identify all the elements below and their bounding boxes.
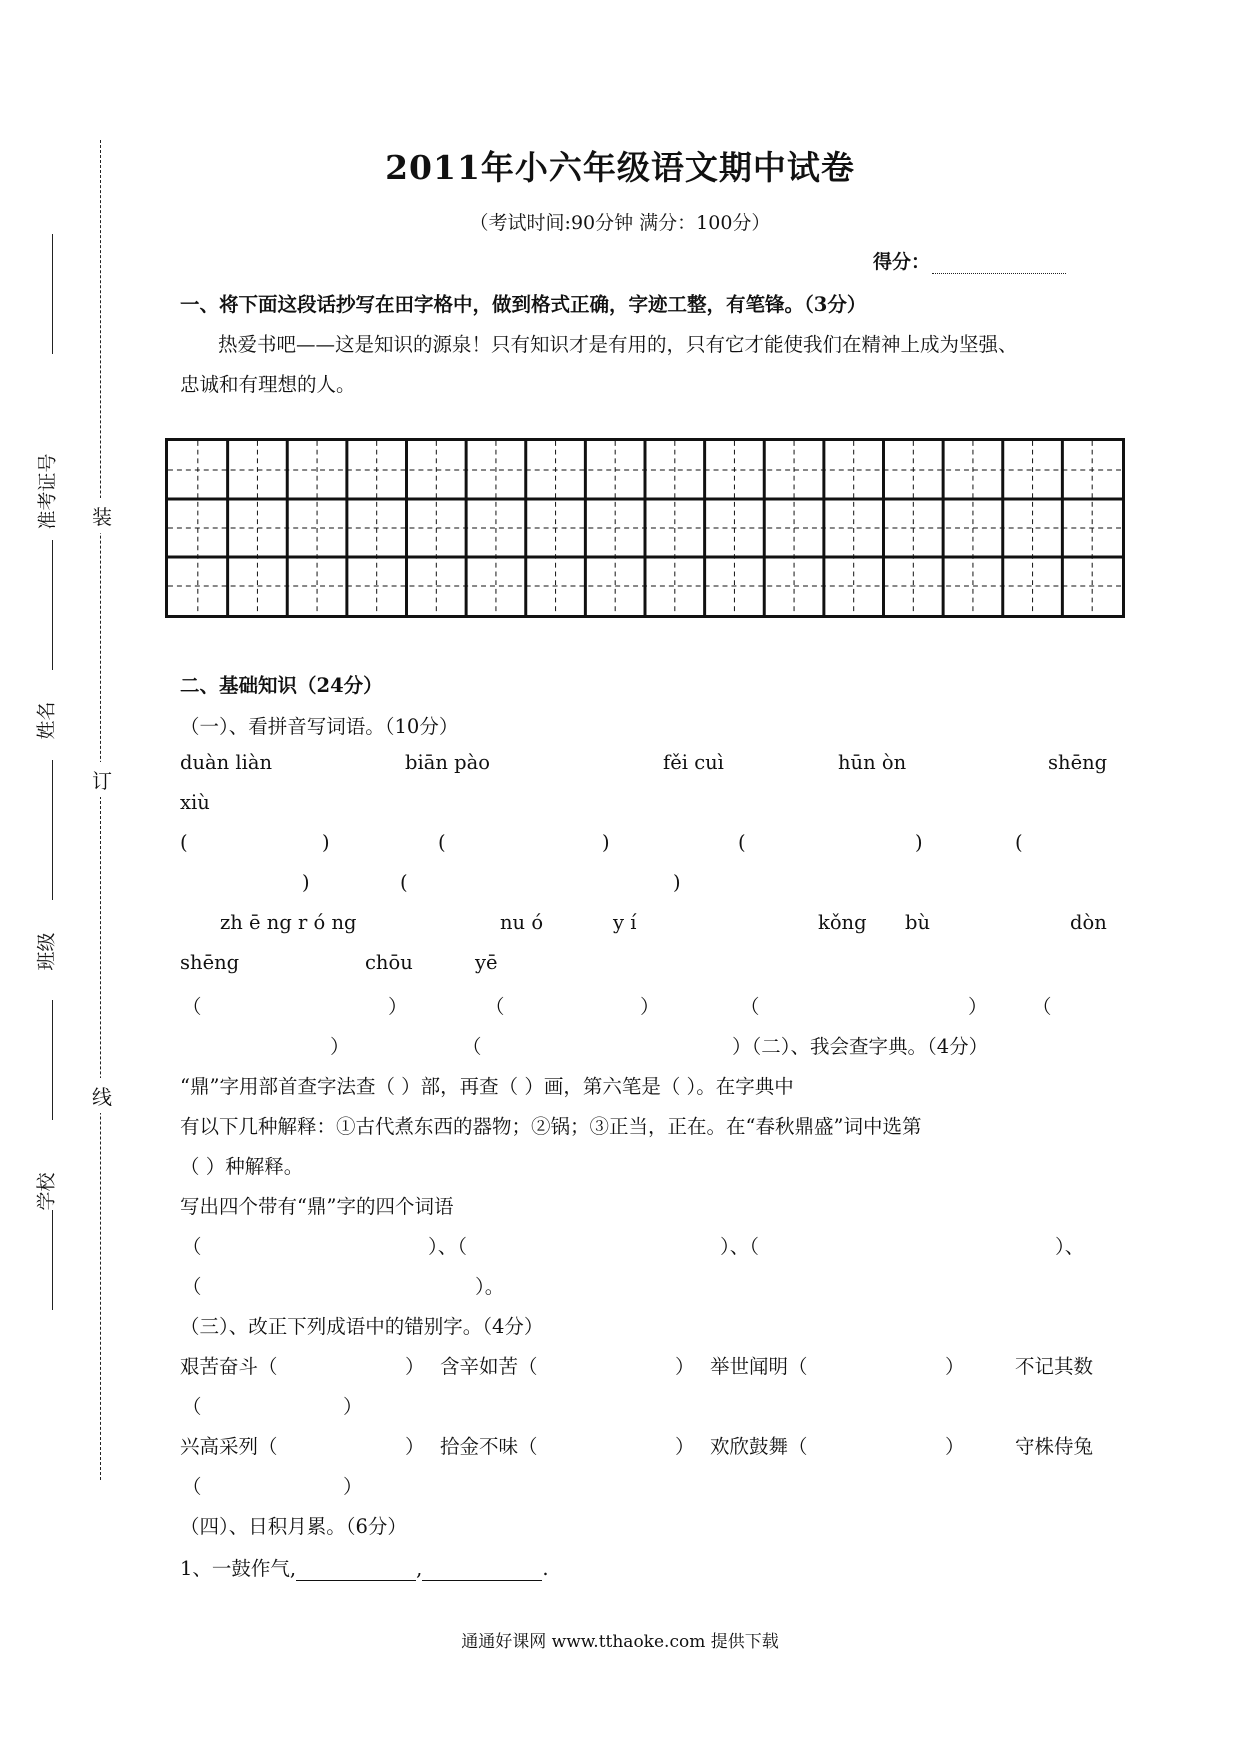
bracket: ） — [675, 1435, 695, 1458]
bind-word-ding: 订 — [92, 762, 112, 797]
pinyin-feicui: fěi cuì — [663, 751, 724, 774]
bracket: ） — [388, 995, 408, 1018]
q1-blank-1[interactable] — [296, 1560, 416, 1581]
bracket: ) — [302, 871, 310, 894]
part2-heading: ）（二）、我会查字典。（4分） — [732, 1035, 989, 1058]
margin-label-zhunkaozheng: 准考证号 — [36, 453, 59, 530]
q1-separator: , — [416, 1557, 423, 1580]
part1-heading: （一）、看拼音写词语。（10分） — [180, 715, 459, 738]
bracket: ) — [915, 831, 923, 854]
bracket: ） — [968, 995, 988, 1018]
idiom: 不记其数 — [1015, 1355, 1094, 1378]
bracket: ( — [180, 831, 188, 854]
q1-end: . — [542, 1557, 549, 1580]
bracket: （ — [740, 995, 760, 1018]
bracket: ( — [400, 871, 408, 894]
margin-label-banji: 班级 — [35, 932, 58, 971]
exam-title: 2011年小六年级语文期中试卷 — [385, 148, 855, 187]
idiom: 举世闻明（ — [710, 1355, 808, 1378]
dict-question-line2: 有以下几种解释：①古代煮东西的器物；②锅；③正当，正在。在“春秋鼎盛”词中选第 — [180, 1115, 922, 1138]
question-1 — [180, 1553, 549, 1581]
bracket: ） — [343, 1395, 363, 1418]
bracket: （ — [182, 1395, 202, 1418]
score-blank[interactable] — [932, 253, 1066, 274]
idiom: 欢欣鼓舞（ — [710, 1435, 808, 1458]
bracket: ） — [945, 1355, 965, 1378]
part3-heading: （三）、改正下列成语中的错别字。（4分） — [180, 1315, 544, 1338]
pinyin-bu: bù — [905, 911, 931, 934]
bracket: ( — [738, 831, 746, 854]
pinyin-sheng2: shēng — [180, 951, 240, 974]
idiom: 含辛如苦（ — [440, 1355, 538, 1378]
idiom: 兴高采列（ — [180, 1435, 278, 1458]
pinyin-bianpao: biān pào — [405, 751, 490, 774]
dict-question-line3: （ ）种解释。 — [180, 1155, 304, 1178]
bracket: ） — [945, 1435, 965, 1458]
bracket: ( — [1015, 831, 1023, 854]
pinyin-chou: chōu — [365, 951, 413, 974]
margin-label-xingming: 姓名 — [35, 701, 58, 740]
margin-field-banji-line — [30, 760, 90, 900]
dict-question-line1: “鼎”字用部首查字法查（ ）部，再查（ ）画，第六笔是（ ）。在字典中 — [180, 1075, 794, 1098]
bracket: ） — [405, 1355, 425, 1378]
bracket: ） — [330, 1035, 350, 1058]
pinyin-sheng: shēng — [1048, 751, 1108, 774]
bracket: （ — [485, 995, 505, 1018]
bracket: ） — [343, 1475, 363, 1498]
q1-blank-2[interactable] — [422, 1560, 542, 1581]
pinyin-hunon: hūn òn — [838, 751, 907, 774]
bracket: ）、（ — [428, 1235, 468, 1258]
section1-passage-line2: 忠诚和有理想的人。 — [180, 373, 356, 396]
margin-field-xingming-line — [30, 540, 90, 670]
bind-word-xian: 线 — [92, 1078, 112, 1113]
bracket: ） — [675, 1355, 695, 1378]
footer-text: 通通好课网 www.tthaoke.com 提供下载 — [461, 1632, 779, 1652]
score-label: 得分： — [873, 251, 931, 273]
pinyin-ye: yē — [475, 951, 498, 974]
exam-subtitle: （考试时间:90分钟 满分：100分） — [469, 212, 771, 234]
bracket: ( — [438, 831, 446, 854]
bracket: ) — [673, 871, 681, 894]
pinyin-zhengrong: zh ē ng r ó ng — [220, 911, 357, 934]
words-prompt: 写出四个带有“鼎”字的四个词语 — [180, 1195, 454, 1218]
binding-dashed-line — [100, 140, 101, 1480]
section1-passage-line1: 热爱书吧——这是知识的源泉！只有知识才是有用的，只有它才能使我们在精神上成为坚强、 — [218, 333, 1018, 356]
bracket: ) — [322, 831, 330, 854]
tianzige-grid[interactable] — [165, 438, 1125, 618]
idiom: 守株侍兔 — [1015, 1435, 1094, 1458]
pinyin-yi: y í — [613, 911, 637, 934]
margin-field-xuexiao-line — [30, 1000, 90, 1120]
idiom: 拾金不味（ — [440, 1435, 538, 1458]
pinyin-don: dòn — [1070, 911, 1107, 934]
score-field — [873, 247, 1066, 274]
bracket: ）、 — [1055, 1235, 1085, 1258]
bracket: （ — [182, 1475, 202, 1498]
bracket: ) — [602, 831, 610, 854]
bracket: ）、（ — [720, 1235, 760, 1258]
section1-heading: 一、将下面这段话抄写在田字格中，做到格式正确，字迹工整，有笔锋。（3分） — [180, 293, 867, 316]
section2-heading: 二、基础知识（24分） — [180, 674, 383, 697]
margin-label-xuexiao: 学校 — [35, 1172, 58, 1211]
bracket: （ — [182, 1275, 202, 1298]
bind-word-zhuang: 装 — [92, 498, 112, 533]
bracket: ）。 — [475, 1275, 505, 1298]
idiom: 艰苦奋斗（ — [180, 1355, 278, 1378]
bracket: ） — [640, 995, 660, 1018]
bracket: （ — [182, 995, 202, 1018]
q1-prefix: 1、一鼓作气, — [180, 1557, 297, 1580]
bracket: ） — [405, 1435, 425, 1458]
pinyin-nuo: nu ó — [500, 911, 544, 934]
bracket: （ — [182, 1235, 202, 1258]
margin-field-zhunkaozheng — [30, 234, 90, 354]
margin-field-bottom-line — [30, 1210, 90, 1310]
pinyin-duanlian: duàn liàn — [180, 751, 273, 774]
pinyin-kong: kǒng — [818, 911, 867, 934]
bracket: （ — [462, 1035, 482, 1058]
pinyin-xiu: xiù — [180, 791, 210, 814]
part4-heading: （四）、日积月累。（6分） — [180, 1515, 407, 1538]
bracket: （ — [1032, 995, 1052, 1018]
